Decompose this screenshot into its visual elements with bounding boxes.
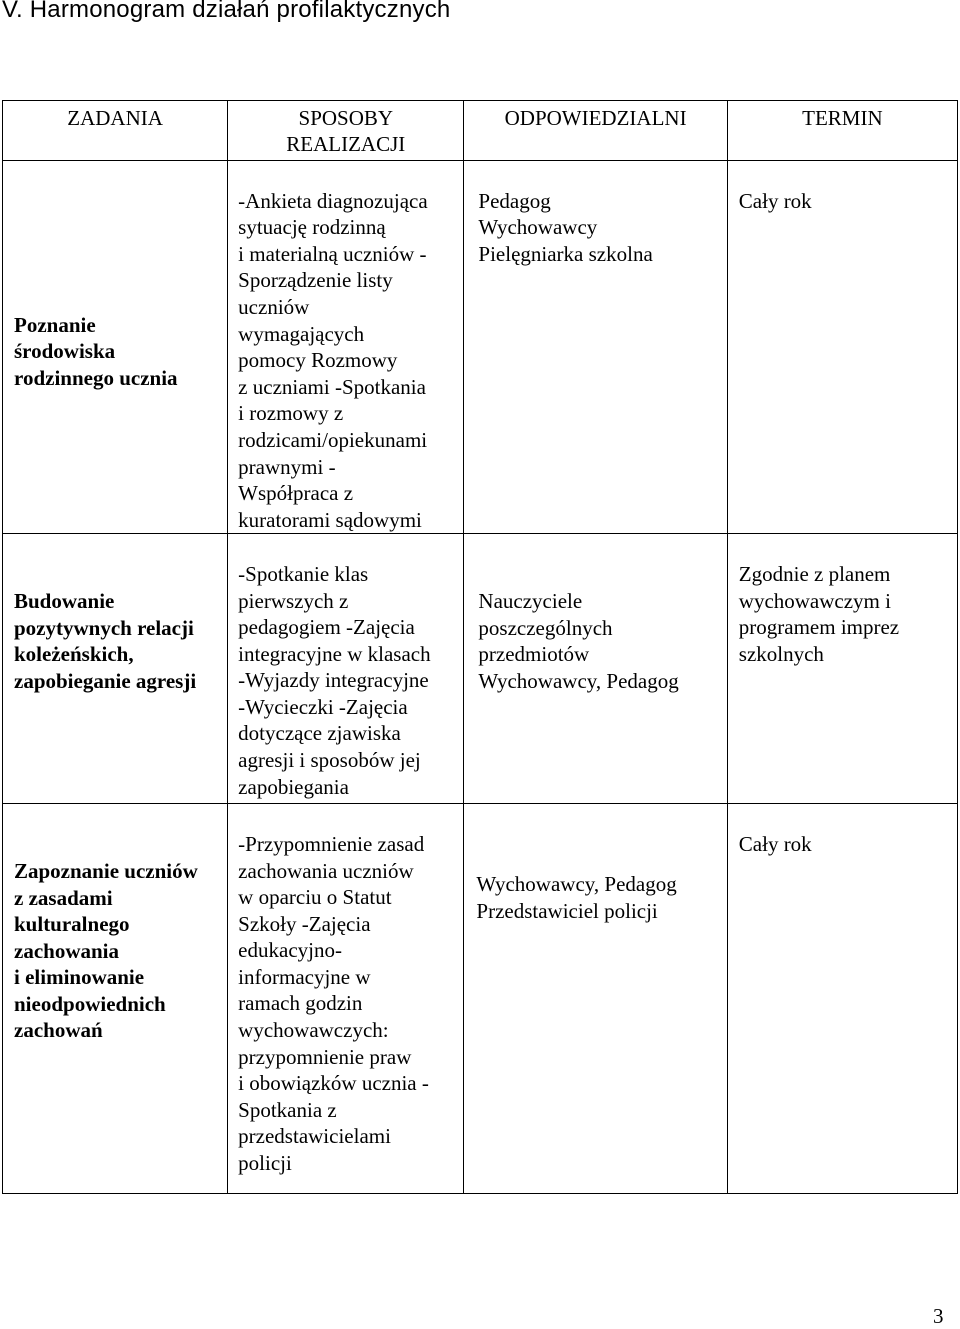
- header-methods: SPOSOBY REALIZACJI: [228, 101, 464, 161]
- term-cell: [727, 161, 957, 534]
- methods-text: -Spotkanie klas pierwszych z pedagogiem -Zajęcia integracyjne w klasach -Wyjazdy integracyjne -Wycieczki -Zajęcia dotyczące zjawiska agresji i sposobów jej zapobiegania: [238, 561, 431, 799]
- table-row: [3, 804, 958, 1194]
- term-text: Cały rok: [738, 831, 812, 856]
- task-text: Poznanie środowiska rodzinnego ucznia: [14, 312, 178, 390]
- table-header-row: [3, 101, 958, 161]
- term-text: Cały rok: [738, 188, 812, 213]
- page-title: V. Harmonogram działań profilaktycznych: [2, 0, 451, 23]
- responsible-text: Nauczyciele poszczególnych przedmiotów Wychowawcy, Pedagog: [478, 588, 679, 693]
- prevention-schedule-table: [2, 100, 958, 1194]
- page-number: 3: [933, 1304, 944, 1328]
- term-cell: [727, 534, 957, 804]
- responsible-cell: [464, 804, 727, 1194]
- methods-cell: [228, 804, 464, 1194]
- header-responsible: ODPOWIEDZIALNI: [464, 101, 727, 161]
- responsible-cell: [464, 161, 727, 534]
- table-row: [3, 161, 958, 534]
- task-cell: [3, 804, 228, 1194]
- methods-text: -Ankieta diagnozująca sytuację rodzinną i materialną uczniów - Sporządzenie listy uczniów wymagających pomocy Rozmowy z uczniami -Spotkania i rozmowy z rodzicami/opiekunami prawnymi - Współpraca z kuratorami sądowymi: [238, 188, 428, 532]
- task-cell: [3, 534, 228, 804]
- task-text: Zapoznanie uczniów z zasadami kulturalnego zachowania i eliminowanie nieodpowiednich zachowań: [14, 858, 198, 1043]
- table-row: [3, 534, 958, 804]
- responsible-text: Pedagog Wychowawcy Pielęgniarka szkolna: [478, 188, 653, 266]
- term-text: Zgodnie z planem wychowawczym i programem imprez szkolnych: [738, 561, 900, 666]
- methods-cell: [228, 534, 464, 804]
- methods-text: -Przypomnienie zasad zachowania uczniów w oparciu o Statut Szkoły -Zajęcia edukacyjno- informacyjne w ramach godzin wychowawczych: przypomnienie praw i obowiązków ucznia - Spotkania z przedstawicielami policji: [238, 831, 429, 1176]
- term-cell: [727, 804, 957, 1194]
- header-term: TERMIN: [727, 101, 957, 161]
- methods-cell: [228, 161, 464, 534]
- responsible-cell: [464, 534, 727, 804]
- task-cell: [3, 161, 228, 534]
- header-tasks: ZADANIA: [3, 101, 228, 161]
- responsible-text: Wychowawcy, Pedagog Przedstawiciel policji: [476, 871, 677, 923]
- task-text: Budowanie pozytywnych relacji koleżeńskich, zapobieganie agresji: [14, 588, 197, 693]
